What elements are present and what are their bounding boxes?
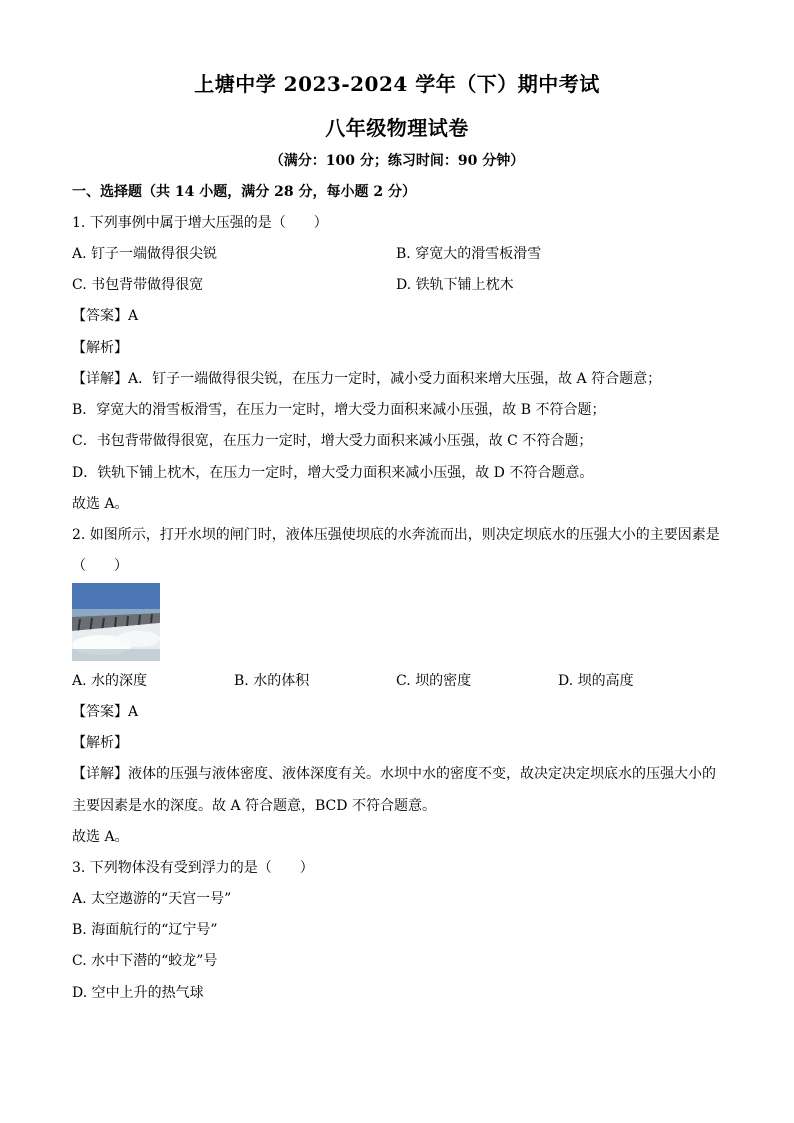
q1-detail-3: C．书包背带做得很宽，在压力一定时，增大受力面积来减小压强，故 C 不符合题； [72, 433, 593, 449]
section-heading: 一、选择题（共 14 小题，满分 28 分，每小题 2 分） [72, 184, 416, 200]
dam-illustration [72, 583, 160, 661]
q1-detail-1: 【详解】A．钉子一端做得很尖锐，在压力一定时，减小受力面积来增大压强，故 A 符合题意； [72, 371, 662, 387]
q3-option-c: C. 水中下潜的“蛟龙”号 [72, 953, 218, 969]
q2-option-c: C. 坝的密度 [396, 673, 472, 689]
q1-option-a: A. 钉子一端做得很尖锐 [72, 246, 218, 262]
q3-option-d: D. 空中上升的热气球 [72, 985, 204, 1001]
dam-photo [72, 583, 160, 661]
q1-analysis: 【解析】 [72, 340, 128, 356]
q2-option-b: B. 水的体积 [234, 673, 310, 689]
q3-stem: 3. 下列物体没有受到浮力的是（ ） [72, 860, 314, 876]
q2-detail-2: 主要因素是水的深度。故 A 符合题意，BCD 不符合题意。 [72, 798, 436, 814]
q1-detail-4: D．铁轨下铺上枕木，在压力一定时，增大受力面积来减小压强，故 D 不符合题意。 [72, 465, 594, 481]
q2-stem-line2: （ ） [72, 558, 128, 574]
q3-option-a: A. 太空遨游的“天宫一号” [72, 891, 232, 907]
q1-answer: 【答案】A [72, 308, 139, 324]
q3-option-b: B. 海面航行的“辽宁号” [72, 922, 218, 938]
exam-meta: （满分：100 分；练习时间：90 分钟） [269, 153, 525, 169]
q1-option-d: D. 铁轨下铺上枕木 [396, 277, 514, 293]
q1-stem: 1. 下列事例中属于增大压强的是（ ） [72, 215, 328, 231]
q1-option-c: C. 书包背带做得很宽 [72, 277, 204, 293]
q2-option-a: A. 水的深度 [72, 673, 148, 689]
q2-detail-1: 【详解】液体的压强与液体密度、液体深度有关。水坝中水的密度不变，故决定决定坝底水的压强大小的 [72, 766, 716, 782]
q2-answer: 【答案】A [72, 704, 139, 720]
q2-conclusion: 故选 A。 [72, 829, 129, 845]
exam-subtitle: 八年级物理试卷 [325, 116, 469, 140]
exam-title: 上塘中学 2023-2024 学年（下）期中考试 [194, 72, 600, 96]
q2-stem-line1: 2. 如图所示，打开水坝的闸门时，液体压强使坝底的水奔流而出，则决定坝底水的压强大小的主要因素是 [72, 527, 720, 543]
q1-conclusion: 故选 A。 [72, 496, 129, 512]
q2-analysis: 【解析】 [72, 735, 128, 751]
q2-option-d: D. 坝的高度 [558, 673, 634, 689]
q1-detail-2: B．穿宽大的滑雪板滑雪，在压力一定时，增大受力面积来减小压强，故 B 不符合题； [72, 402, 606, 418]
q1-option-b: B. 穿宽大的滑雪板滑雪 [396, 246, 542, 262]
